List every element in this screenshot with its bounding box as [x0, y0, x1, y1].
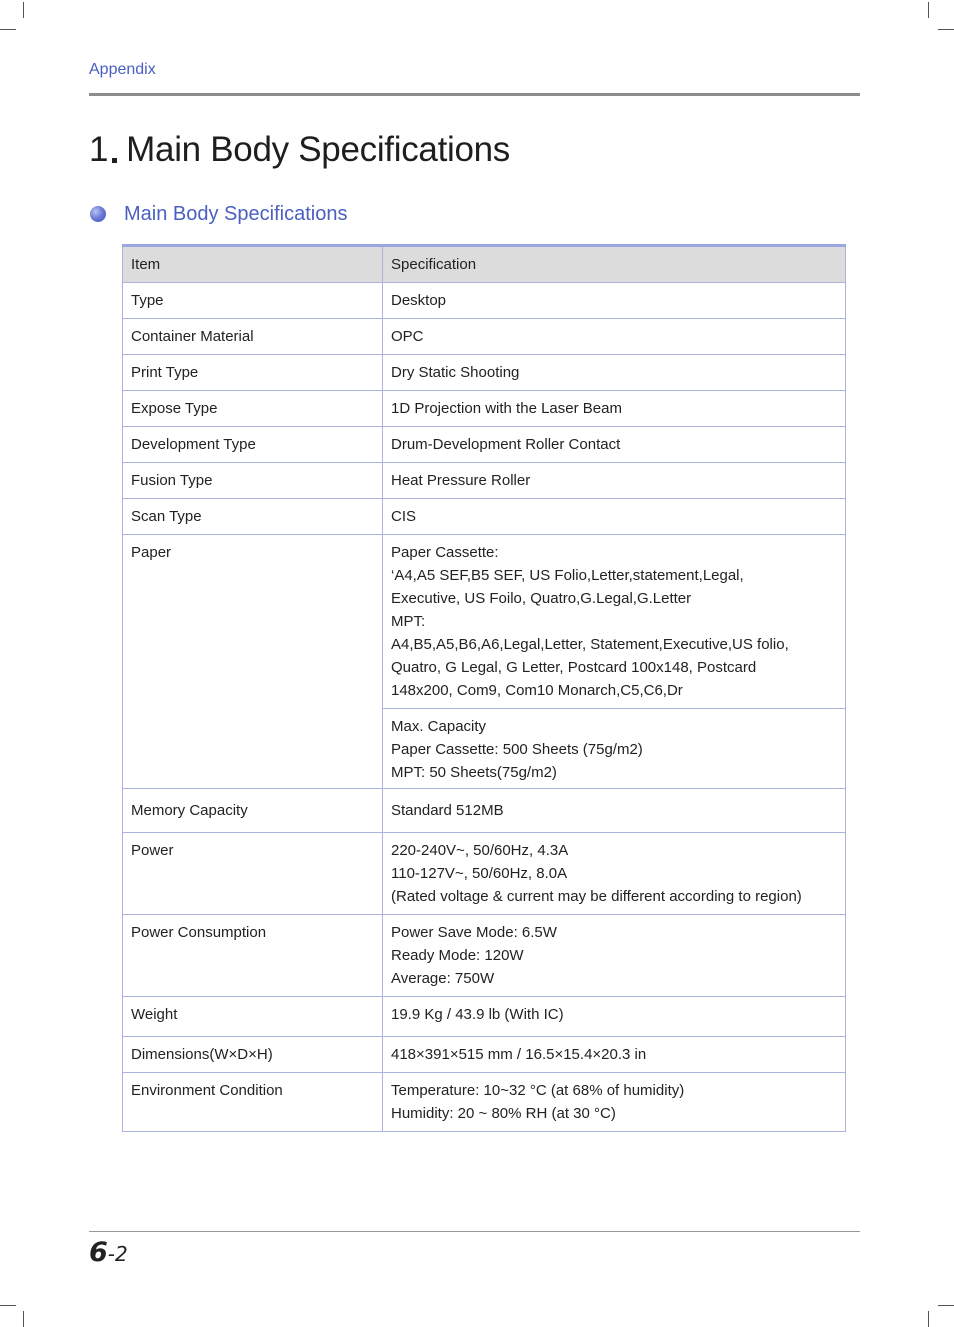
row-item: Weight [123, 997, 383, 1037]
page-separator: - [107, 1242, 116, 1266]
row-item: Scan Type [123, 499, 383, 535]
row-spec [383, 709, 846, 789]
table-row [123, 833, 846, 915]
spec-line: MPT: 50 Sheets(75g/m2) [391, 764, 557, 781]
spec-line: Max. Capacity [391, 718, 487, 735]
row-spec [383, 997, 846, 1037]
row-spec [383, 319, 846, 355]
header-label: Appendix [89, 61, 156, 78]
spec-line: 418×391×515 mm / 16.5×15.4×20.3 in [391, 1046, 647, 1063]
spec-line: Standard 512MB [391, 802, 504, 819]
section-heading-text: Main Body Specifications [124, 202, 348, 225]
title-number: 1 [89, 130, 109, 169]
bullet-circle-icon [90, 206, 106, 222]
spec-line: Dry Static Shooting [391, 364, 520, 381]
page-title [89, 130, 510, 170]
crop-mark [0, 29, 16, 30]
spec-line: MPT: [391, 613, 426, 630]
row-spec [383, 535, 846, 709]
row-spec [383, 789, 846, 833]
spec-line: Heat Pressure Roller [391, 472, 531, 489]
table-row [123, 499, 846, 535]
row-spec [383, 499, 846, 535]
row-spec [383, 355, 846, 391]
row-item: Power [123, 833, 383, 915]
row-spec [383, 427, 846, 463]
table-header-row [123, 246, 846, 283]
page-number [89, 1237, 128, 1268]
spec-line: OPC [391, 328, 424, 345]
section-heading [90, 202, 347, 226]
row-item: Print Type [123, 355, 383, 391]
crop-mark [928, 1311, 929, 1327]
spec-line: A4,B5,A5,B6,A6,Legal,Letter, Statement,Executive,US folio, [391, 636, 789, 653]
footer-rule [89, 1231, 860, 1232]
row-spec [383, 463, 846, 499]
spec-line: Ready Mode: 120W [391, 947, 524, 964]
table-row [123, 283, 846, 319]
crop-mark [0, 1305, 16, 1306]
header-spec: Specification [383, 246, 846, 283]
table-row [123, 355, 846, 391]
row-item: Memory Capacity [123, 789, 383, 833]
table-row [123, 391, 846, 427]
row-spec [383, 391, 846, 427]
row-spec [383, 915, 846, 997]
spec-line: (Rated voltage & current may be different according to region) [391, 888, 802, 905]
row-item: Fusion Type [123, 463, 383, 499]
crop-mark [23, 2, 24, 18]
row-item: Type [123, 283, 383, 319]
row-item: Paper [123, 535, 383, 789]
spec-line: Paper Cassette: 500 Sheets (75g/m2) [391, 741, 643, 758]
table-row [123, 427, 846, 463]
spec-table [122, 244, 846, 1132]
table-row [123, 997, 846, 1037]
table-row [123, 319, 846, 355]
row-spec [383, 1037, 846, 1073]
title-dot [112, 158, 117, 163]
spec-line: Drum-Development Roller Contact [391, 436, 621, 453]
table-row [123, 789, 846, 833]
crop-mark [23, 1311, 24, 1327]
header-rule [89, 93, 860, 96]
crop-mark [938, 1305, 954, 1306]
row-spec [383, 833, 846, 915]
table-row [123, 535, 846, 709]
row-item: Power Consumption [123, 915, 383, 997]
spec-line: Paper Cassette: [391, 544, 499, 561]
spec-line: 19.9 Kg / 43.9 lb (With IC) [391, 1006, 564, 1023]
spec-line: 220-240V~, 50/60Hz, 4.3A [391, 842, 569, 859]
spec-line: 1D Projection with the Laser Beam [391, 400, 622, 417]
spec-line: Temperature: 10~32 °C (at 68% of humidity) [391, 1082, 685, 1099]
spec-line: Power Save Mode: 6.5W [391, 924, 557, 941]
spec-line: 148x200, Com9, Com10 Monarch,C5,C6,Dr [391, 682, 683, 699]
spec-line: CIS [391, 508, 417, 525]
row-item: Expose Type [123, 391, 383, 427]
row-item: Dimensions(W×D×H) [123, 1037, 383, 1073]
table-row [123, 1073, 846, 1132]
spec-line: Humidity: 20 ~ 80% RH (at 30 °C) [391, 1105, 616, 1122]
header-item: Item [123, 246, 383, 283]
row-item: Container Material [123, 319, 383, 355]
table-row [123, 1037, 846, 1073]
table-row [123, 915, 846, 997]
page-chapter: 6 [89, 1237, 108, 1268]
title-text: Main Body Specifications [126, 130, 511, 169]
spec-line: ‘A4,A5 SEF,B5 SEF, US Folio,Letter,statement,Legal, [391, 567, 744, 584]
row-item: Development Type [123, 427, 383, 463]
crop-mark [938, 29, 954, 30]
row-item: Environment Condition [123, 1073, 383, 1132]
crop-mark [928, 2, 929, 18]
row-spec [383, 283, 846, 319]
spec-line: Executive, US Foilo, Quatro,G.Legal,G.Letter [391, 590, 692, 607]
spec-line: 110-127V~, 50/60Hz, 8.0A [391, 865, 568, 882]
spec-line: Quatro, G Legal, G Letter, Postcard 100x148, Postcard [391, 659, 757, 676]
spec-line: Average: 750W [391, 970, 495, 987]
row-spec [383, 1073, 846, 1132]
spec-line: Desktop [391, 292, 447, 309]
table-row [123, 463, 846, 499]
page-index: 2 [115, 1242, 128, 1266]
